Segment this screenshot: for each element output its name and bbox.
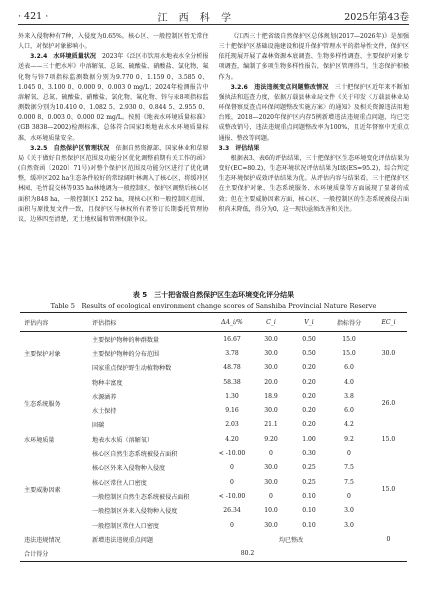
body-text [18,32,409,287]
cell-indicator: 物种丰富度 [92,379,123,387]
column-header: V_i [290,313,328,332]
group-label: 主要保护对象 [24,350,61,358]
cell-delta: 48.78 [223,364,241,372]
cell-c: 30.0 [264,407,278,415]
cell-v: 0.25 [302,464,316,472]
cell-score: 9.2 [344,435,354,443]
cell-indicator: 国家重点保护野生动植物种数 [92,365,172,373]
cell-v: 0.20 [302,378,316,386]
cell-delta: < -10.00 [218,492,246,500]
cell-delta: 0 [230,521,234,529]
cell-indicator: 水土保持 [92,408,117,416]
table-caption-cn: 表 5 三十把省级自然保护区生态环境变化评分结果 [132,291,295,299]
cell-c: 18.9 [264,392,278,400]
cell-c: 9.20 [264,435,278,443]
group-label: 违法违规情况 [24,536,61,544]
paragraph: 外来入侵物种有7种，入侵度为0.65%。核心区、一般控制区暂无常住人口，对保护对象影响小。 [18,33,209,51]
paragraph: 2023年《泛区市饮用水地表水全分析报送表——三十把水库》中溶解氧、总氮、硫酸盐、硝酸盐、氯化物、氟化物与锌7项指标监测数据分别为9.770 0、1.159 0、3.585 0、1.045 0、3.100 0、0.000 9、0.003 0 mg/L；2024年检测报告中溶解氧、总氮、硫酸盐、硝酸盐、氯化物、氟化物、锌与汞8项指标监测数据分别为10.410 0、1.082 5、2.930 0、0.844 5、2.955 0、0.000 8、0.003 0、0.000 02 mg/L。按照《地表水环境质量标准》(GB 3838—2002)检测标准，总体符合国家Ⅰ类地表水水环境质量标准，水环境质量安全。 [18,53,209,142]
cell-c: 30.0 [264,478,278,486]
cell-v: 0.50 [302,335,316,343]
cell-indicator: 核心区外来入侵物种入侵度 [92,465,166,473]
cell-score: 6.0 [344,407,354,415]
cell-indicator: 一般控制区常住人口密度 [92,522,160,530]
running-header [18,8,409,25]
cell-indicator: 主要保护物种的分布范围 [92,350,160,358]
cell-note: 均已整改 [278,536,304,544]
cell-delta: 4.20 [225,435,239,443]
table-row [20,432,407,446]
table-header-row [20,313,407,332]
cell-c: 30.0 [264,335,278,343]
cell-delta: 0 [230,478,234,486]
cell-score: 15.0 [342,335,356,343]
cell-v: 0.20 [302,364,316,372]
group-ec: 15.0 [381,485,396,493]
group-label: 主要威胁因素 [24,486,61,494]
cell-score: 7.5 [344,464,354,472]
cell-v: 0.20 [302,407,316,415]
paragraph: 根据表3、表6的评估结果，三十把保护区生态环境变化评估结果为变好(EC=80.2)，生态环境状况评估结果为Ⅰ级(ES=95.2)，综合判定生态环境保护成效评估结果为优。从评估内容与结果看，三十把保护区在主要保护对象、生态系统服务、水环境质量等方面展现了显著的成效；但在主要威胁因素方面，核心区、一般控制区的生态系统被侵占面积尚未降低，得分为0，这一现状亟须改善和关注。 [218,154,409,213]
paragraph: 《江西三十把省级自然保护区总体规划(2017—2026年)》是加强三十把保护区基础设施建设和提升保护管理水平的指导性文件，保护区依托现展开展了森林资源本底调查、生物多样性调查、主要保护对象专项调查，编制了多项生物多样性报告，保护区管理得当，生态保护积极作为。 [218,33,409,81]
table-row [20,446,407,460]
left-column [18,32,209,287]
cell-score: 3.0 [344,507,354,515]
cell-score: 6.0 [344,364,354,372]
cell-c: 20.0 [264,378,278,386]
cell-c: 0 [269,492,273,500]
cell-indicator: 主要保护物种的种群数量 [92,336,160,344]
section-heading: 3.2.5 自然保护区管理状况 [30,144,110,152]
column-header: C_i [252,313,290,332]
cell-indicator: 核心区自然生态系统被侵占面积 [92,451,178,459]
page-number: · 421 · [18,10,49,22]
right-column [219,32,410,287]
cell-delta: 1.30 [225,392,239,400]
cell-c: 21.1 [264,421,278,429]
cell-indicator: 新增违法违规重点问题 [92,536,153,544]
cell-score: 3.8 [344,392,354,400]
table-caption-en: Table 5 Results of ecological environment change scores of Sanshiba Provincial Nature Reserve [50,302,377,310]
cell-score: 15.0 [342,349,356,357]
group-ec: 30.0 [381,349,396,357]
group-label: 水环境质量 [24,436,55,444]
score-table [20,312,407,562]
cell-v: 0.10 [302,492,316,500]
cell-v: 0.25 [302,478,316,486]
cell-delta: 3.78 [225,349,239,357]
column-header: 评估指标 [88,313,212,332]
cell-delta: 0 [230,464,234,472]
section-heading: 3.2.4 水环境质量状况 [30,53,96,61]
group-ec: 15.0 [381,435,396,443]
cell-score: 0 [347,492,351,500]
paragraph: 依据自然资源部、国家林业和草原局《关于做好自然保护区范围及功能分区优化调整前期有关工作的函》(自然资函〔2020〕71号)对整个保护区范围及功能分区进行了优化调整，缓冲区202 ha生态条件较好的常绿阔叶林调入了核心区，将缓冲区林园、毛竹混交林等935 ha林地调为一般控制区，保护区调整后核心区面积为848 ha，一般控制区1 252 ha，现核心区和一般控制区范围、面积与原批复文件一致，且保护区与林权所有者签订长期委托管理协议，边界四至清楚，无土地权属和管理权限争议。 [18,144,209,223]
cell-indicator: 一般控制区自然生态系统被侵占面积 [92,493,190,501]
column-header: 评估内容 [20,313,88,332]
group-label: 生态系统服务 [24,400,61,408]
cell-delta: < -10.00 [218,450,246,458]
total-label: 合计得分 [24,551,49,559]
cell-v: 0.20 [302,421,316,429]
table-total-row [20,546,407,561]
cell-c: 10.0 [264,507,278,515]
cell-v: 0.30 [302,450,316,458]
table-row [20,532,407,546]
column-header: ΔA_i/% [212,313,252,332]
column-header: EC_i [370,313,407,332]
cell-v: 0.20 [302,392,316,400]
cell-score: 0 [347,450,351,458]
journal-title: 江 西 科 学 [157,12,235,24]
cell-score: 7.5 [344,478,354,486]
cell-score: 3.0 [344,521,354,529]
paragraph: 三十把保护区近年来不断加强执法和巡查力度，依据万载县林业局文件《关于印发〈万载县林业局环保督察反查点环保问题整改实施方案〉的通知》及相关资源违法用地台账，2018—2020年保护区内存5例新增违法违规重点问题，均已完成整改销号，违法违规重点问题整改率为100%，且近年督察中无重点通报、整改等问题。 [218,83,409,142]
group-ec: 0 [386,535,391,543]
cell-c: 30.0 [264,521,278,529]
cell-indicator: 固碳 [92,422,105,430]
cell-delta: 26.34 [223,507,241,515]
cell-c: 30.0 [264,464,278,472]
table-row [20,375,407,389]
cell-score: 4.2 [344,421,354,429]
cell-v: 1.00 [302,435,316,443]
total-value: 80.2 [240,550,255,558]
cell-c: 0 [269,450,273,458]
cell-indicator: 一般控制区外来入侵物种入侵度 [92,508,178,516]
cell-delta: 16.67 [223,335,241,343]
cell-indicator: 地表水水质（溶解氧） [92,436,153,444]
cell-indicator: 核心区常住人口密度 [92,479,147,487]
cell-delta: 2.03 [225,421,239,429]
cell-v: 0.10 [302,507,316,515]
column-header: 指标得分 [328,313,370,332]
cell-score: 4.0 [344,378,354,386]
cell-c: 30.0 [264,364,278,372]
cell-delta: 9.16 [225,407,239,415]
section-heading: 3.3 评估结果 [218,144,260,152]
cell-delta: 58.38 [223,378,241,386]
section-heading: 3.2.6 违法违规变点问题整改情况 [230,83,329,91]
cell-v: 0.10 [302,521,316,529]
cell-v: 0.50 [302,349,316,357]
cell-indicator: 水源涵养 [92,393,117,401]
issue-info: 2025年第43卷 [344,12,409,23]
table-row [20,332,407,347]
group-ec: 26.0 [381,399,396,407]
cell-c: 30.0 [264,349,278,357]
